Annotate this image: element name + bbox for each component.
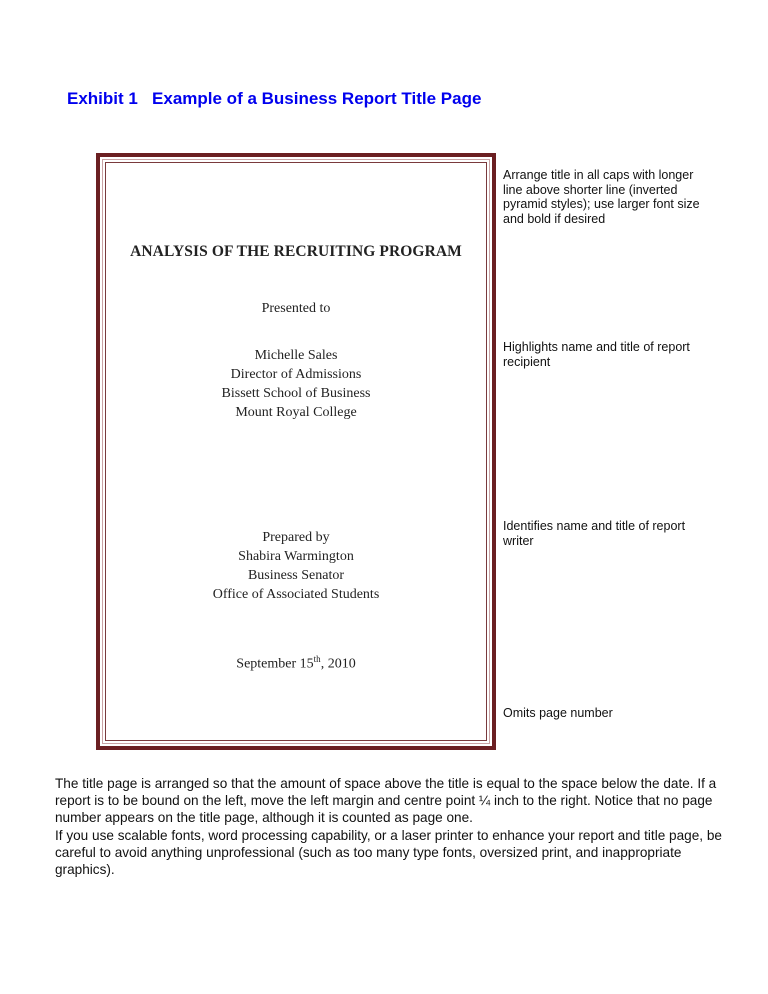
note-page-number: Omits page number xyxy=(503,706,613,720)
writer-block xyxy=(106,528,486,604)
paragraph: If you use scalable fonts, word processing capability, or a laser printer to enhance your report and title page, be careful to avoid anything unprofessional (such as too many type fonts, oversized print, and inappropriate graphics). xyxy=(55,827,722,878)
recipient-block xyxy=(106,346,486,422)
writer-title: Business Senator xyxy=(247,568,345,583)
body-text xyxy=(55,775,735,878)
title-page-frame xyxy=(96,153,496,750)
title-page xyxy=(105,162,487,741)
exhibit-title: Example of a Business Report Title Page xyxy=(152,89,482,108)
writer-office: Office of Associated Students xyxy=(212,587,380,602)
recipient-name: Michelle Sales xyxy=(254,348,338,363)
report-date: September 15th, 2010 xyxy=(236,654,356,672)
report-title: ANALYSIS OF THE RECRUITING PROGRAM xyxy=(130,243,462,260)
prepared-by-label: Prepared by xyxy=(262,530,330,545)
exhibit-heading xyxy=(67,89,481,109)
note-recipient: Highlights name and title of report recipient xyxy=(503,340,690,369)
presented-to-label: Presented to xyxy=(261,301,331,316)
note-writer: Identifies name and title of report writer xyxy=(503,519,686,548)
paragraph: The title page is arranged so that the amount of space above the title is equal to the space below the date. If a report is to be bound on the left, move the left margin and centre point ¼ inch to the right. Notice that no page number appears on the title page, although it is counted as page one. xyxy=(55,776,717,826)
writer-name: Shabira Warmington xyxy=(238,549,354,564)
recipient-school: Bissett School of Business xyxy=(221,386,371,401)
recipient-college: Mount Royal College xyxy=(235,405,357,420)
note-title: Arrange title in all caps with longer line above shorter line (inverted pyramid styles); use larger font size and bold if desired xyxy=(503,168,700,226)
recipient-title: Director of Admissions xyxy=(230,367,362,382)
exhibit-number: Exhibit 1 xyxy=(67,89,138,108)
